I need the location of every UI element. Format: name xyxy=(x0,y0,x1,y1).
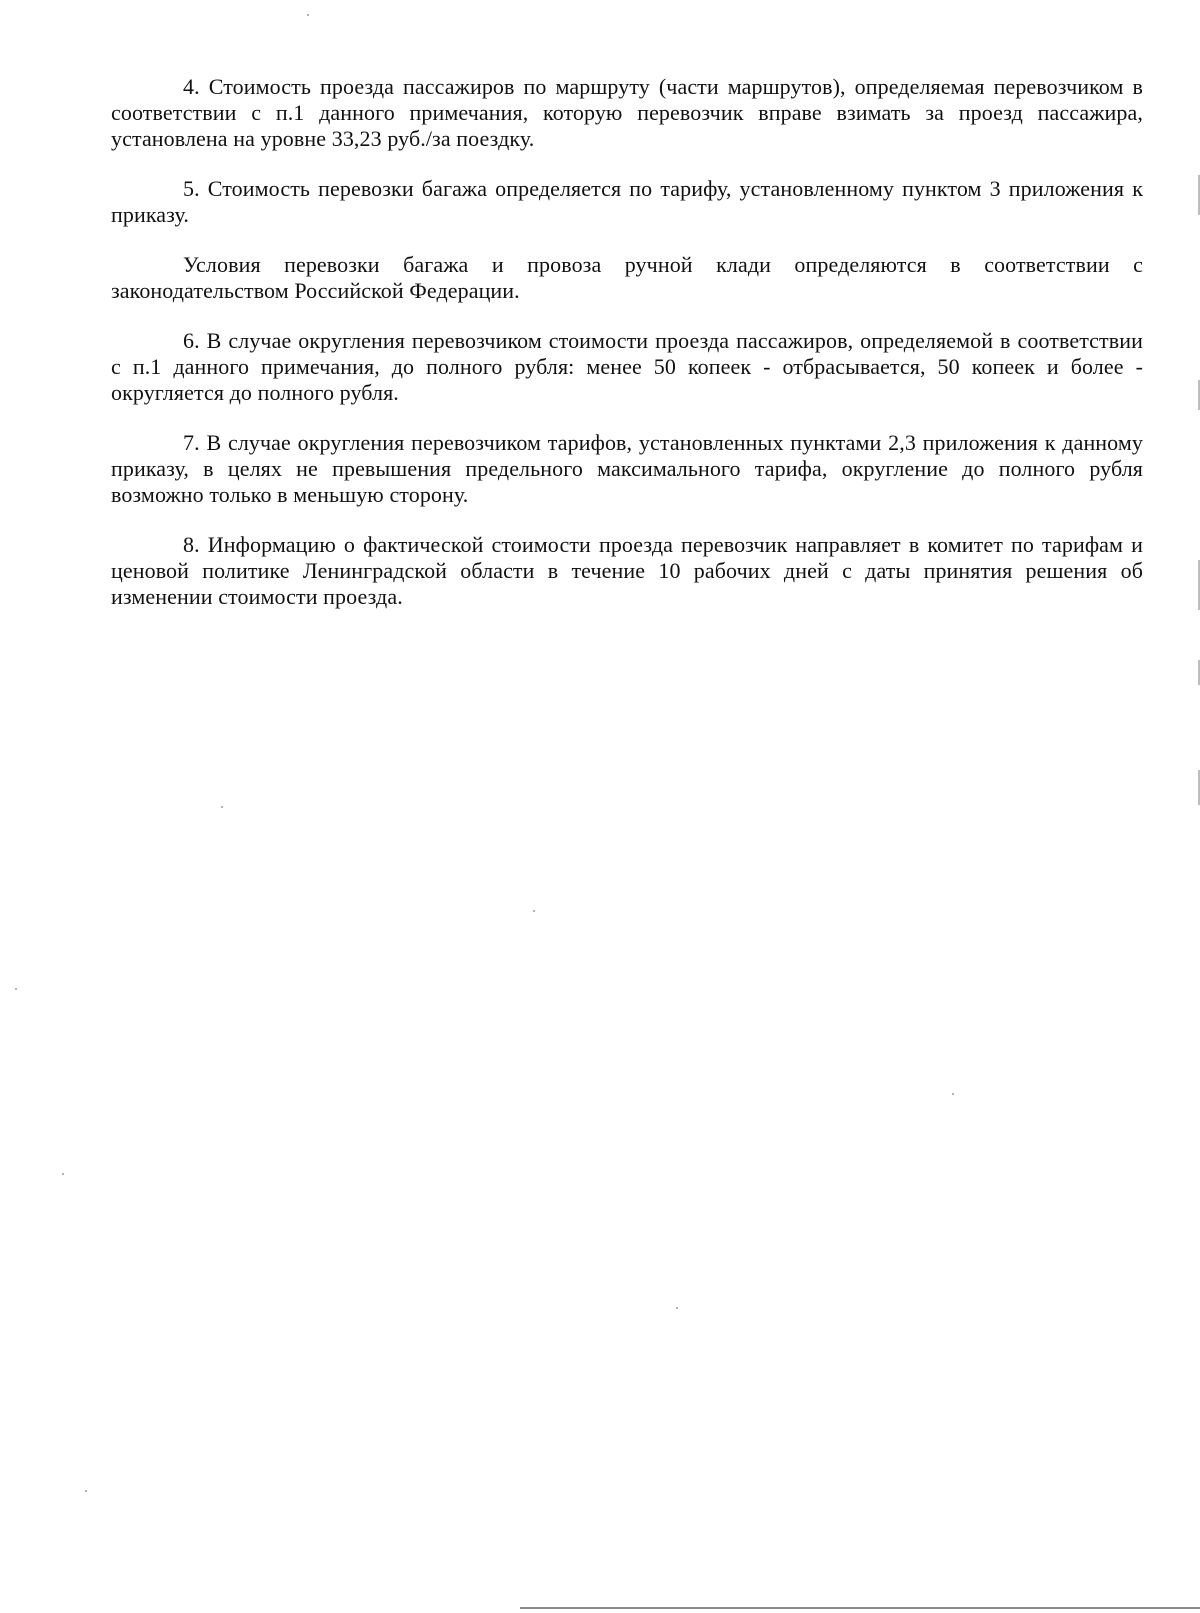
paragraph-6-fare-rounding: 6. В случае округления перевозчиком стоимости проезда пассажиров, определяемой в соответствии с п.1 данного примечания, до полного рубля: менее 50 копеек - отбрасывается, 50 копеек и более - округляется до полного рубля. xyxy=(111,328,1143,405)
scan-bottom-edge xyxy=(520,1607,1200,1609)
scan-speck xyxy=(85,1490,87,1492)
scan-speck xyxy=(676,1307,678,1309)
scan-speck xyxy=(533,910,535,912)
scan-speck xyxy=(221,806,223,808)
document-body xyxy=(111,74,1143,634)
scan-speck xyxy=(62,1173,64,1175)
paragraph-5-baggage-cost: 5. Стоимость перевозки багажа определяется по тарифу, установленному пунктом 3 приложения к приказу. xyxy=(111,176,1143,227)
scan-speck xyxy=(952,1093,954,1095)
paragraph-4-fare-cost: 4. Стоимость проезда пассажиров по маршруту (части маршрутов), определяемая перевозчиком в соответствии с п.1 данного примечания, которую перевозчик вправе взимать за проезд пассажира, установлена на уровне 33,23 руб./за поездку. xyxy=(111,74,1143,151)
paragraph-baggage-conditions: Условия перевозки багажа и провоза ручной клади определяются в соответствии с законодательством Российской Федерации. xyxy=(111,252,1143,303)
paragraph-8-cost-information: 8. Информацию о фактической стоимости проезда перевозчик направляет в комитет по тарифам и ценовой политике Ленинградской области в течение 10 рабочих дней с даты принятия решения об изменении стоимости проезда. xyxy=(111,532,1143,609)
paragraph-7-tariff-rounding: 7. В случае округления перевозчиком тарифов, установленных пунктами 2,3 приложения к данному приказу, в целях не превышения предельного максимального тарифа, округление до полного рубля возможно только в меньшую сторону. xyxy=(111,430,1143,507)
scan-speck xyxy=(15,988,17,990)
scan-speck xyxy=(307,14,309,16)
